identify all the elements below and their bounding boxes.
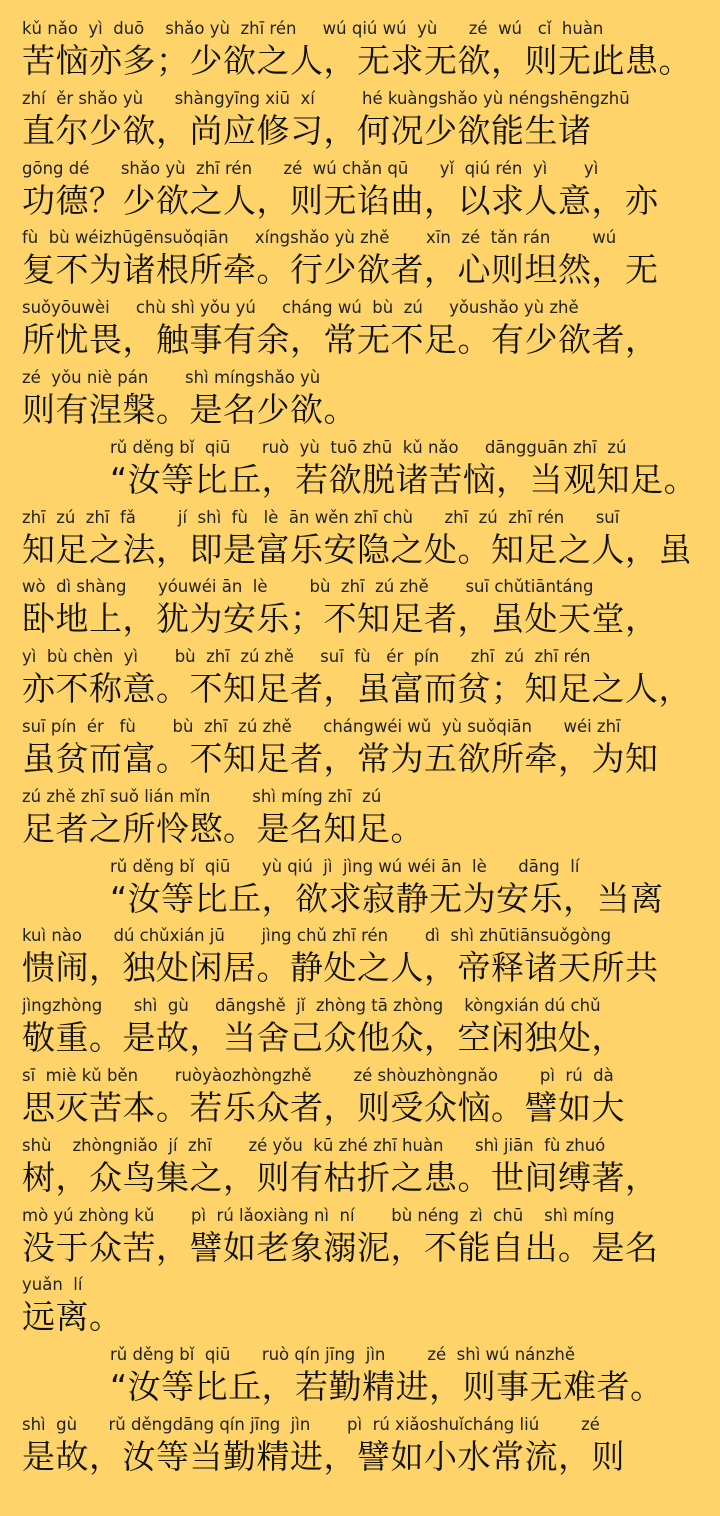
text-line [22,1135,700,1205]
pinyin-annotation: wò dì shàng yóuwéi ān lè bù zhī zú zhě suī chǔtiāntáng [22,577,594,597]
text-line [22,1344,700,1414]
text-line [22,1065,700,1135]
chinese-text: 是故，汝等当勤精进，譬如小水常流，则 [22,1436,625,1476]
chinese-text: 没于众苦，譬如老象溺泥，不能自出。是名 [22,1227,659,1267]
pinyin-annotation: yuǎn lí [22,1275,83,1295]
pinyin-annotation: yì bù chèn yì bù zhī zú zhě suī fù ér pín zhī zú zhī rén [22,647,591,667]
chinese-text: 敬重。是故，当舍己众他众，空闲独处， [22,1018,625,1058]
pinyin-annotation: zé yǒu niè pán shì míngshǎo yù [22,367,321,387]
pinyin-annotation: kuì nào dú chǔxián jū jìng chǔ zhī rén dì shì zhūtiānsuǒgòng [22,926,612,946]
chinese-text: 知足之法，即是富乐安隐之处。知足之人，虽 [22,529,692,569]
pinyin-annotation: rǔ děng bǐ qiū ruò yù tuō zhū kǔ nǎo dāngguān zhī zú [110,437,627,457]
chinese-text: 愦闹，独处闲居。静处之人，帝释诸天所共 [22,948,659,988]
pinyin-annotation: kǔ nǎo yì duō shǎo yù zhī rén wú qiú wú yù zé wú cǐ huàn [22,19,604,38]
text-line [22,576,700,646]
chinese-text: 功德？少欲之人，则无谄曲，以求人意，亦 [22,180,659,220]
chinese-text: 远离。 [22,1297,123,1337]
text-line [22,925,700,995]
pinyin-annotation: suī pín ér fù bù zhī zú zhě chángwéi wǔ yù suǒqiān wéi zhī [22,716,621,736]
chinese-text: 亦不称意。不知足者，虽富而贫；知足之人， [22,669,692,709]
pinyin-annotation: zhí ěr shǎo yù shàngyīng xiū xí hé kuàngshǎo yù néngshēngzhū [22,88,630,108]
pinyin-annotation: rǔ děng bǐ qiū yù qiú jì jìng wú wéi ān lè dāng lí [110,856,580,876]
text-line [22,856,700,926]
text-line [22,18,700,88]
pinyin-annotation: gōng dé shǎo yù zhī rén zé wú chǎn qū yǐ qiú rén yì yì [22,158,599,178]
text-line [22,716,700,786]
pinyin-annotation: shì gù rǔ děngdāng qín jīng jìn pì rú xiǎoshuǐcháng liú zé [22,1414,600,1434]
pinyin-annotation: zú zhě zhī suǒ lián mǐn shì míng zhī zú [22,786,382,806]
chinese-text: 思灭苦本。若乐众者，则受众恼。譬如大 [22,1087,625,1127]
text-line [22,227,700,297]
chinese-text: “汝等比丘，若欲脱诸苦恼，当观知足。 [110,459,698,499]
chinese-text: 直尔少欲，尚应修习，何况少欲能生诸 [22,110,592,150]
text-line [22,646,700,716]
pinyin-annotation: rǔ děng bǐ qiū ruò qín jīng jìn zé shì wú nánzhě [110,1345,576,1365]
text-line [22,297,700,367]
text-line [22,995,700,1065]
text-line [22,507,700,577]
pinyin-annotation: zhī zú zhī fǎ jí shì fù lè ān wěn zhī chù zhī zú zhī rén suī [22,507,620,527]
pinyin-annotation: shù zhòngniǎo jí zhī zé yǒu kū zhé zhī huàn shì jiān fù zhuó [22,1135,606,1155]
chinese-text: 苦恼亦多；少欲之人，无求无欲，则无此患。 [22,41,692,80]
text-line [22,88,700,158]
chinese-text: 足者之所怜愍。是名知足。 [22,808,424,848]
text-line [22,367,700,437]
chinese-text: 复不为诸根所牵。行少欲者，心则坦然，无 [22,250,659,290]
text-line [22,1414,700,1484]
pinyin-annotation: sī miè kǔ běn ruòyàozhòngzhě zé shòuzhòngnǎo pì rú dà [22,1065,614,1085]
chinese-text: 虽贫而富。不知足者，常为五欲所牵，为知 [22,738,659,778]
chinese-text: “汝等比丘，若勤精进，则事无难者。 [110,1367,664,1407]
pinyin-annotation: suǒyōuwèi chù shì yǒu yú cháng wú bù zú yǒushǎo yù zhě [22,298,579,318]
text-line [22,158,700,228]
pinyin-annotation: mò yú zhòng kǔ pì rú lǎoxiàng nì ní bù néng zì chū shì míng [22,1205,615,1225]
chinese-text: 树，众鸟集之，则有枯折之患。世间缚著， [22,1157,659,1197]
chinese-text: 所忧畏，触事有余，常无不足。有少欲者， [22,320,659,360]
text-line [22,1205,700,1275]
text-line [22,786,700,856]
chinese-text: 卧地上，犹为安乐；不知足者，虽处天堂， [22,599,659,639]
pinyin-annotation: jìngzhòng shì gù dāngshě jǐ zhòng tā zhòng kòngxián dú chǔ [22,996,601,1016]
chinese-text: 则有涅槃。是名少欲。 [22,389,357,429]
chinese-text: “汝等比丘，欲求寂静无为安乐，当离 [110,878,664,918]
text-line [22,437,700,507]
text-line [22,1274,700,1344]
pinyin-annotation: fù bù wéizhūgēnsuǒqiān xíngshǎo yù zhě xīn zé tǎn rán wú [22,228,617,248]
